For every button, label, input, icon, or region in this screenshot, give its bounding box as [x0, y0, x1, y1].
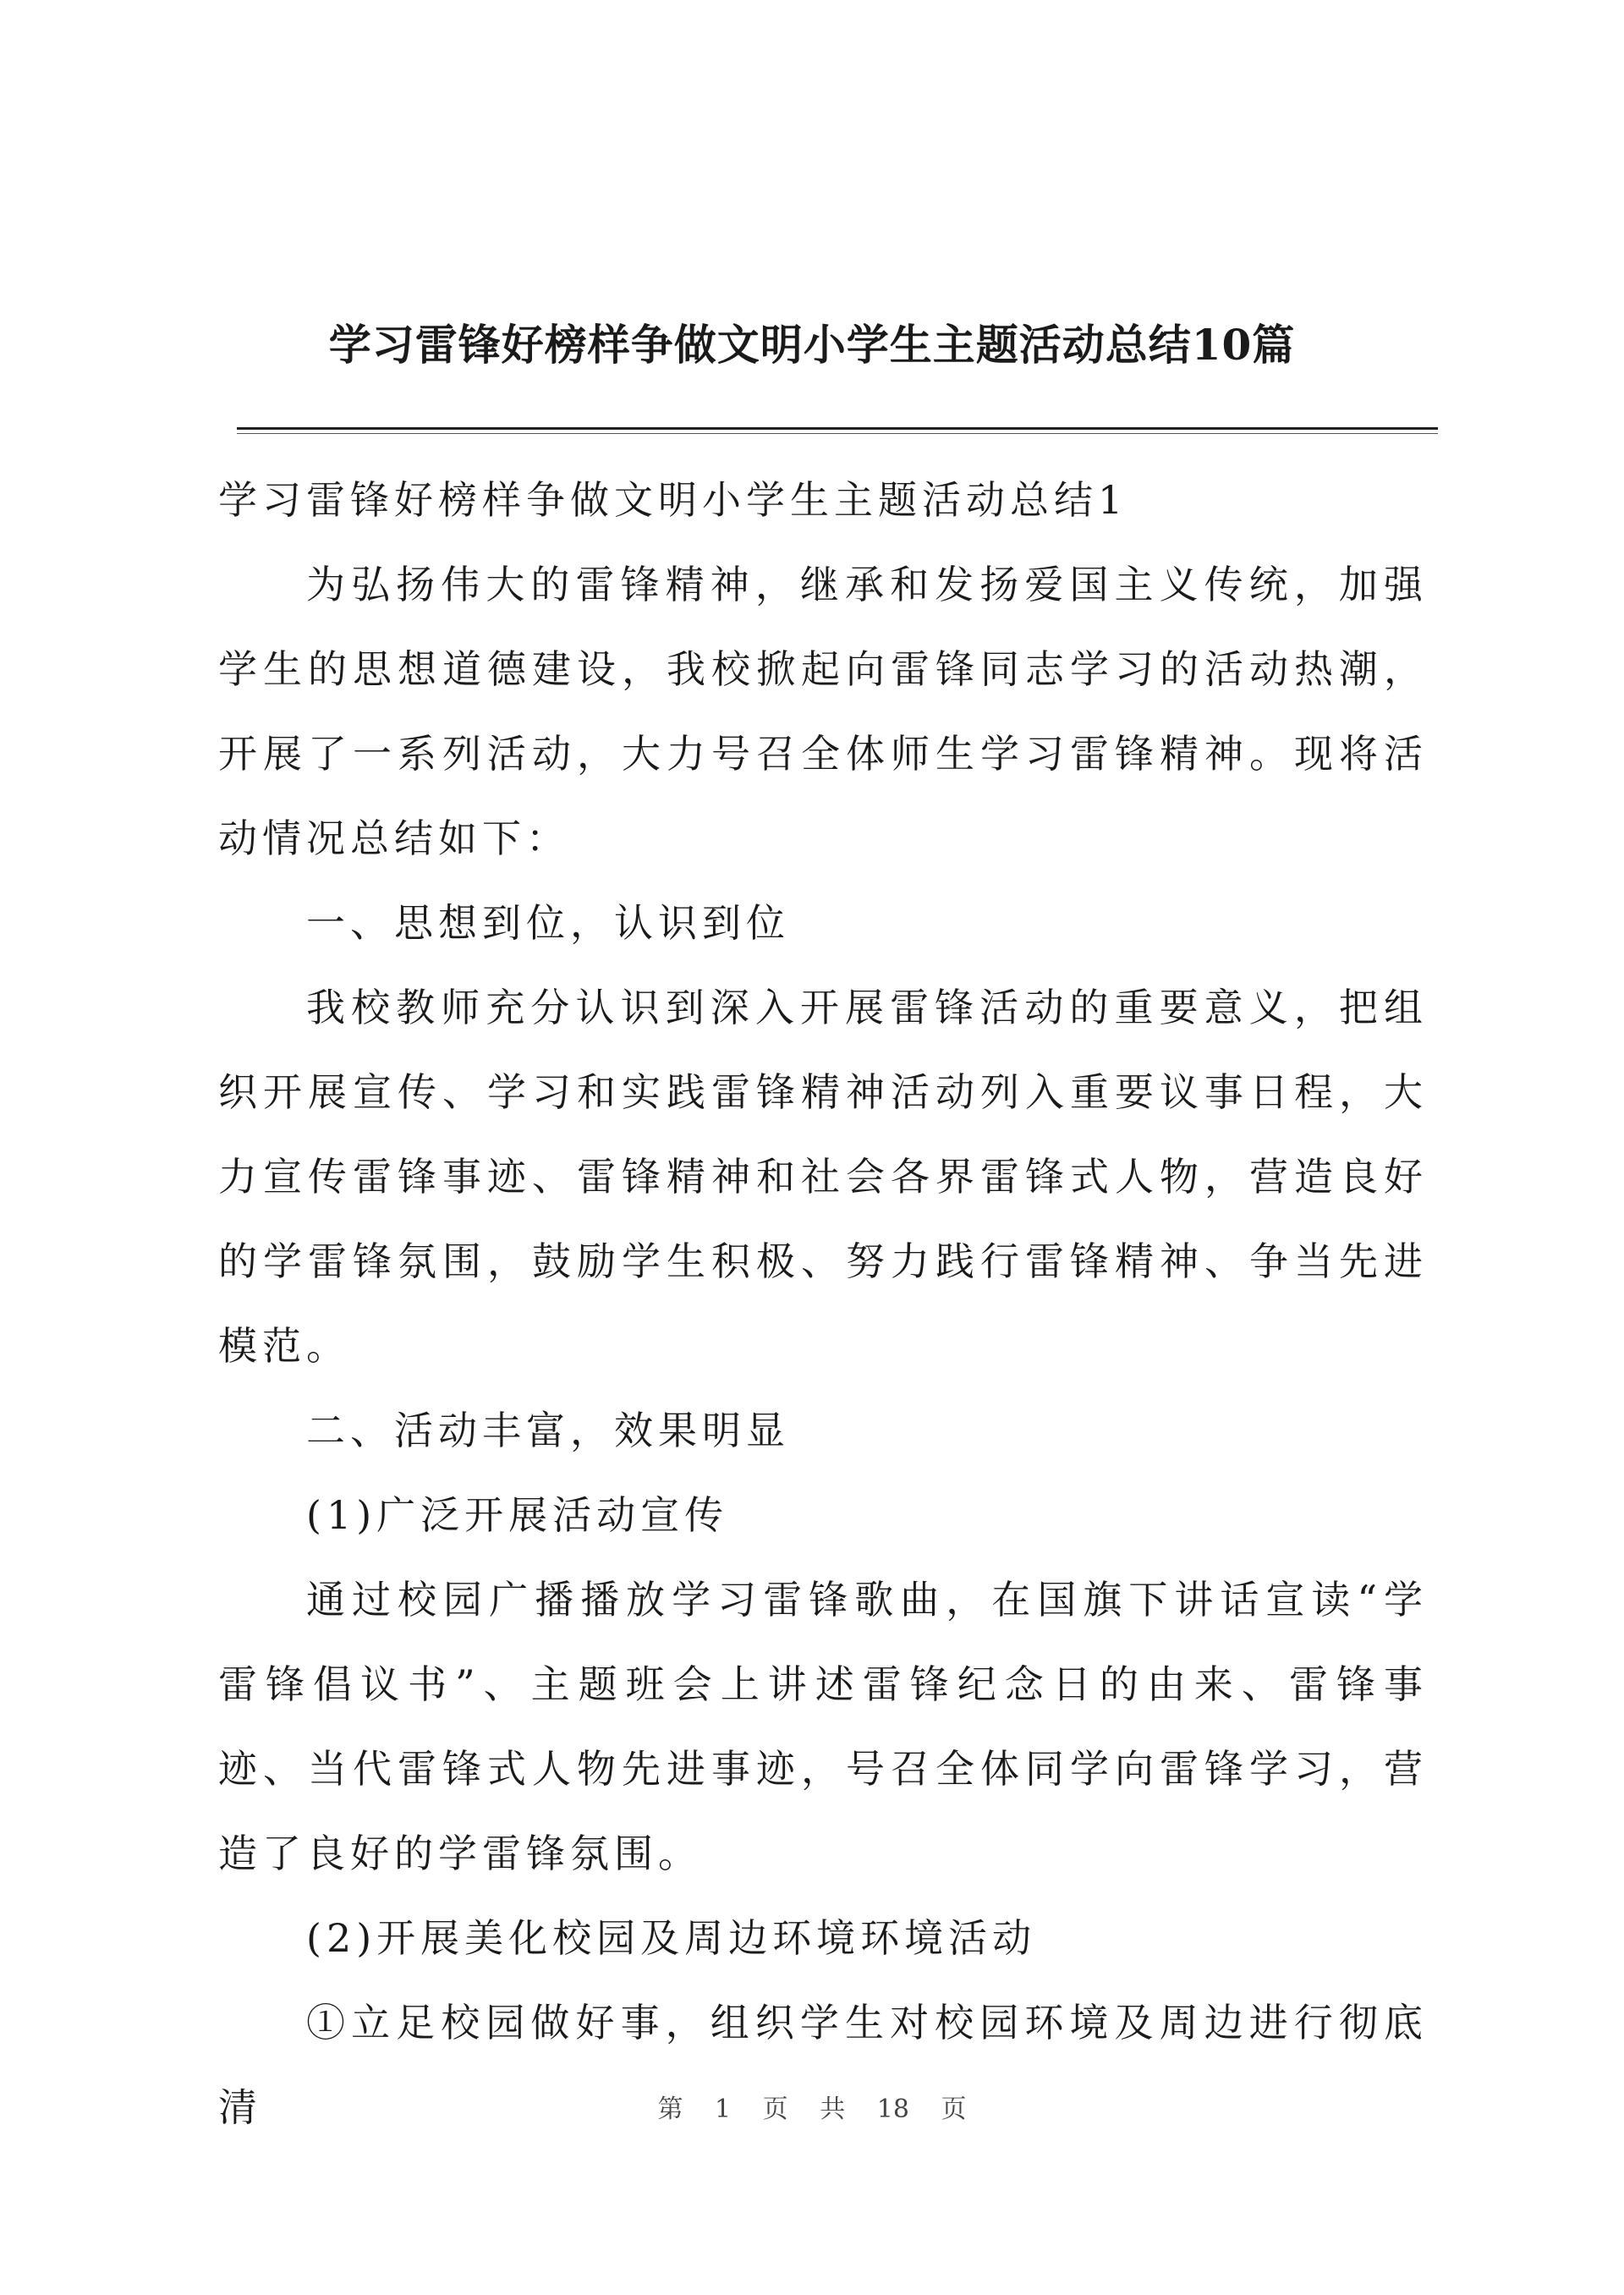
page-title: 学习雷锋好榜样争做文明小学生主题活动总结10篇	[328, 320, 1296, 370]
title-divider	[237, 427, 1438, 430]
title-divider-thin	[237, 433, 1438, 434]
subheading: 一、思想到位，认识到位	[306, 900, 790, 946]
paragraph: 为弘扬伟大的雷锋精神，继承和发扬爱国主义传统，加强学生的思想道德建设，我校掀起向雷锋同志学习的活动热潮，开展了一系列活动，大力号召全体师生学习雷锋精神。现将活动情况总结如下：	[218, 562, 1428, 861]
page-footer: 第 1 页 共 18 页	[657, 2095, 967, 2124]
paragraph: 通过校园广播播放学习雷锋歌曲，在国旗下讲话宣读“学雷锋倡议书”、主题班会上讲述雷锋纪念日的由来、雷锋事迹、当代雷锋式人物先进事迹，号召全体同学向雷锋学习，营造了良好的学雷锋氛围。	[218, 1577, 1428, 1876]
subheading: (2)开展美化校园及周边环境环境活动	[306, 1915, 1037, 1961]
paragraph: 我校教师充分认识到深入开展雷锋活动的重要意义，把组织开展宣传、学习和实践雷锋精神活动列入重要议事日程，大力宣传雷锋事迹、雷锋精神和社会各界雷锋式人物，营造良好的学雷锋氛围，鼓励学生积极、努力践行雷锋精神、争当先进模范。	[218, 985, 1428, 1369]
paragraph: ①立足校园做好事，组织学生对校园环境及周边进行彻底清	[218, 2000, 1428, 2130]
document-body	[218, 458, 1428, 2150]
subheading: 二、活动丰富，效果明显	[306, 1408, 790, 1453]
section-heading: 学习雷锋好榜样争做文明小学生主题活动总结1	[218, 477, 1128, 523]
subheading: (1)广泛开展活动宣传	[306, 1492, 729, 1538]
